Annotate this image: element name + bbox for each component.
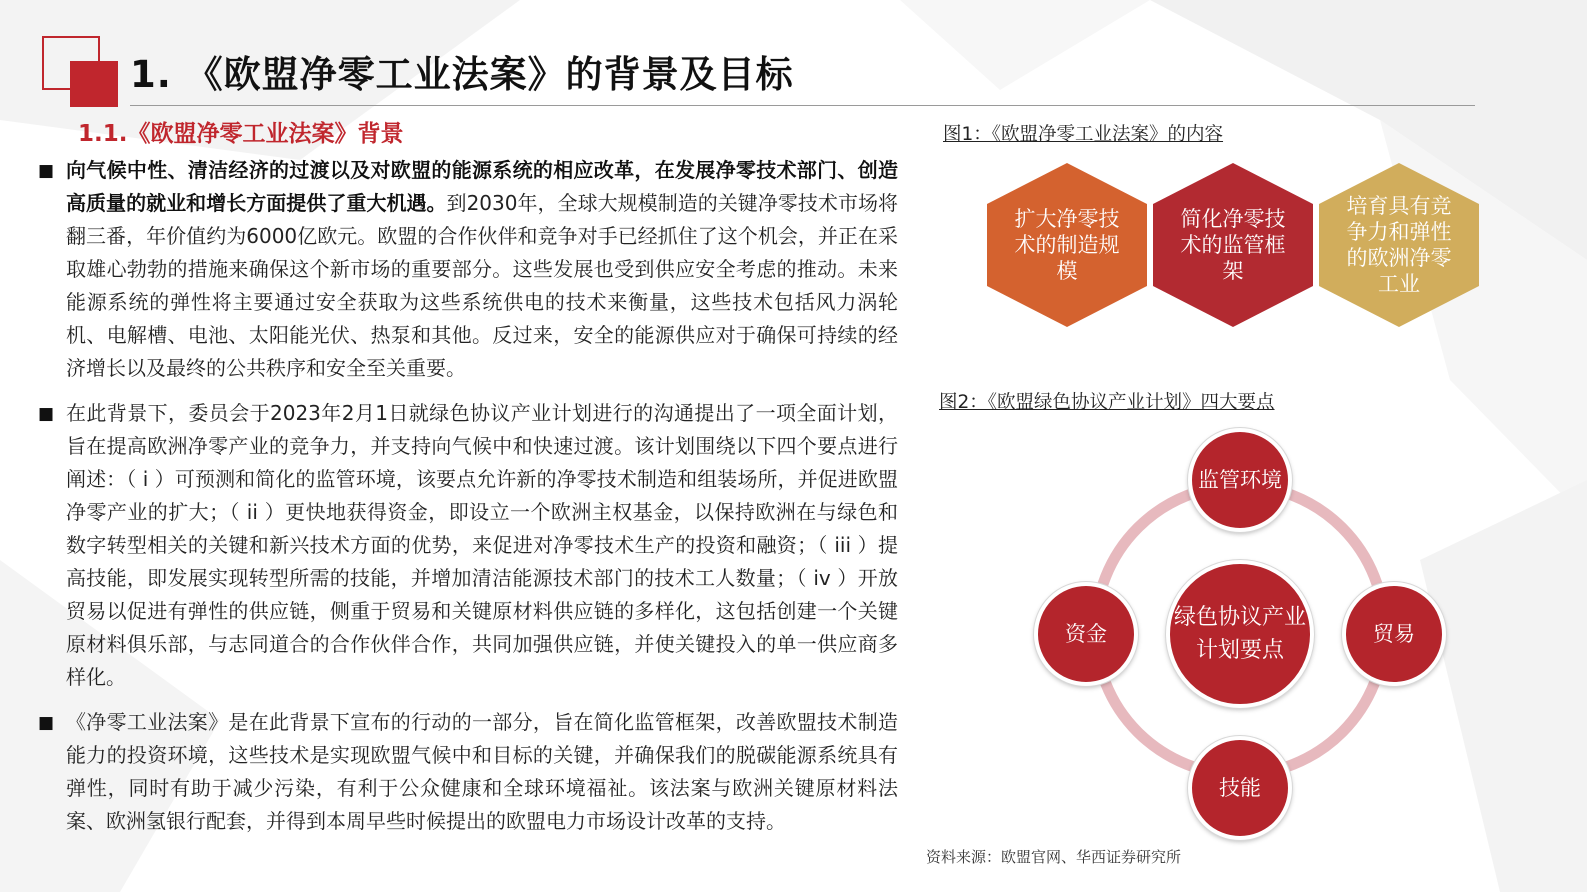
paragraph-3 <box>38 706 898 838</box>
hexagon-3-label: 培育具有竞争力和弹性的欧洲净零工业 <box>1346 194 1452 296</box>
paragraph-1-text: 到2030年，全球大规模制造的关键净零技术市场将翻三番，年价值约为6000亿欧元。欧盟的合作伙伴和竞争对手已经抓住了这个机会，并正在采取雄心勃勃的措施来确保这个新市场的重要部分。这些发展也受到供应安全考虑的推动。未来能源系统的弹性将主要通过安全获取为这些系统供电的技术来衡量，这些技术包括风力涡轮机、电解槽、电池、太阳能光伏、热泵和其他。反过来，安全的能源供应对于确保可持续的经济增长以及最终的公共秩序和安全至关重要。 <box>66 191 899 380</box>
figure-1-caption: 图1：《欧盟净零工业法案》的内容 <box>943 124 1224 145</box>
paragraph-2 <box>38 397 898 694</box>
bullet-icon: ■ <box>38 713 55 733</box>
figure-2-caption: 图2：《欧盟绿色协议产业计划》四大要点 <box>939 392 1275 413</box>
logo-square-fill <box>70 61 118 107</box>
paragraph-2-text: 在此背景下，委员会于2023年2月1日就绿色协议产业计划进行的沟通提出了一项全面计划，旨在提高欧洲净零产业的竞争力，并支持向气候中和快速过渡。该计划围绕以下四个要点进行阐述：（ i ）可预测和简化的监管环境，该要点允许新的净零技术制造和组装场所，并促进欧盟净零产业的扩大；（ ii ）更快地获得资金，即设立一个欧洲主权基金，以保持欧洲在与绿色和数字转型相关的关键和新兴技术方面的优势，来促进对净零技术生产的投资和融资；（ iii ）提高技能，即发展实现转型所需的技能，并增加清洁能源技术部门的技术工人数量；（ iv ）开放贸易以促进有弹性的供应链，侧重于贸易和关键原材料供应链的多样化，这包括创建一个关键原材料俱乐部，与志同道合的合作伙伴合作，共同加强供应链，并使关键投入的单一供应商多样化。 <box>66 401 898 689</box>
paragraph-1 <box>38 154 898 385</box>
hexagon-3 <box>1319 163 1479 327</box>
node-skills: 技能 <box>1188 736 1292 840</box>
hexagon-2-label: 简化净零技术的监管框架 <box>1180 207 1286 283</box>
hexagon-2 <box>1153 163 1313 327</box>
paragraph-3-text: 《净零工业法案》是在此背景下宣布的行动的一部分，旨在简化监管框架，改善欧盟技术制造能力的投资环境，这些技术是实现欧盟气候中和目标的关键，并确保我们的脱碳能源系统具有弹性，同时有助于减少污染，有利于公众健康和全球环境福祉。该法案与欧洲关键原材料法案、欧洲氢银行配套，并得到本周早些时候提出的欧盟电力市场设计改革的支持。 <box>66 710 898 833</box>
node-center: 绿色协议产业计划要点 <box>1166 560 1314 708</box>
bullet-icon: ■ <box>38 161 55 181</box>
node-funding: 资金 <box>1034 582 1138 686</box>
hexagon-1 <box>987 163 1147 327</box>
node-regulatory-environment: 监管环境 <box>1188 428 1292 532</box>
figure-2-diagram <box>1030 438 1450 848</box>
section-subtitle: 1.1.《欧盟净零工业法案》背景 <box>78 121 404 147</box>
paragraph-1-bold: 向气候中性、清洁经济的过渡以及对欧盟的能源系统的相应改革，在发展净零技术部门、创造高质量的就业和增长方面提供了重大机遇。 <box>66 158 898 215</box>
source-note: 资料来源：欧盟官网、华西证券研究所 <box>926 848 1182 866</box>
page-title: 1. 《欧盟净零工业法案》的背景及目标 <box>130 53 794 96</box>
node-trade: 贸易 <box>1342 582 1446 686</box>
bullet-icon: ■ <box>38 404 55 424</box>
hexagon-1-label: 扩大净零技术的制造规模 <box>1014 207 1120 283</box>
body-text-column <box>38 154 898 850</box>
title-divider <box>130 105 1475 106</box>
